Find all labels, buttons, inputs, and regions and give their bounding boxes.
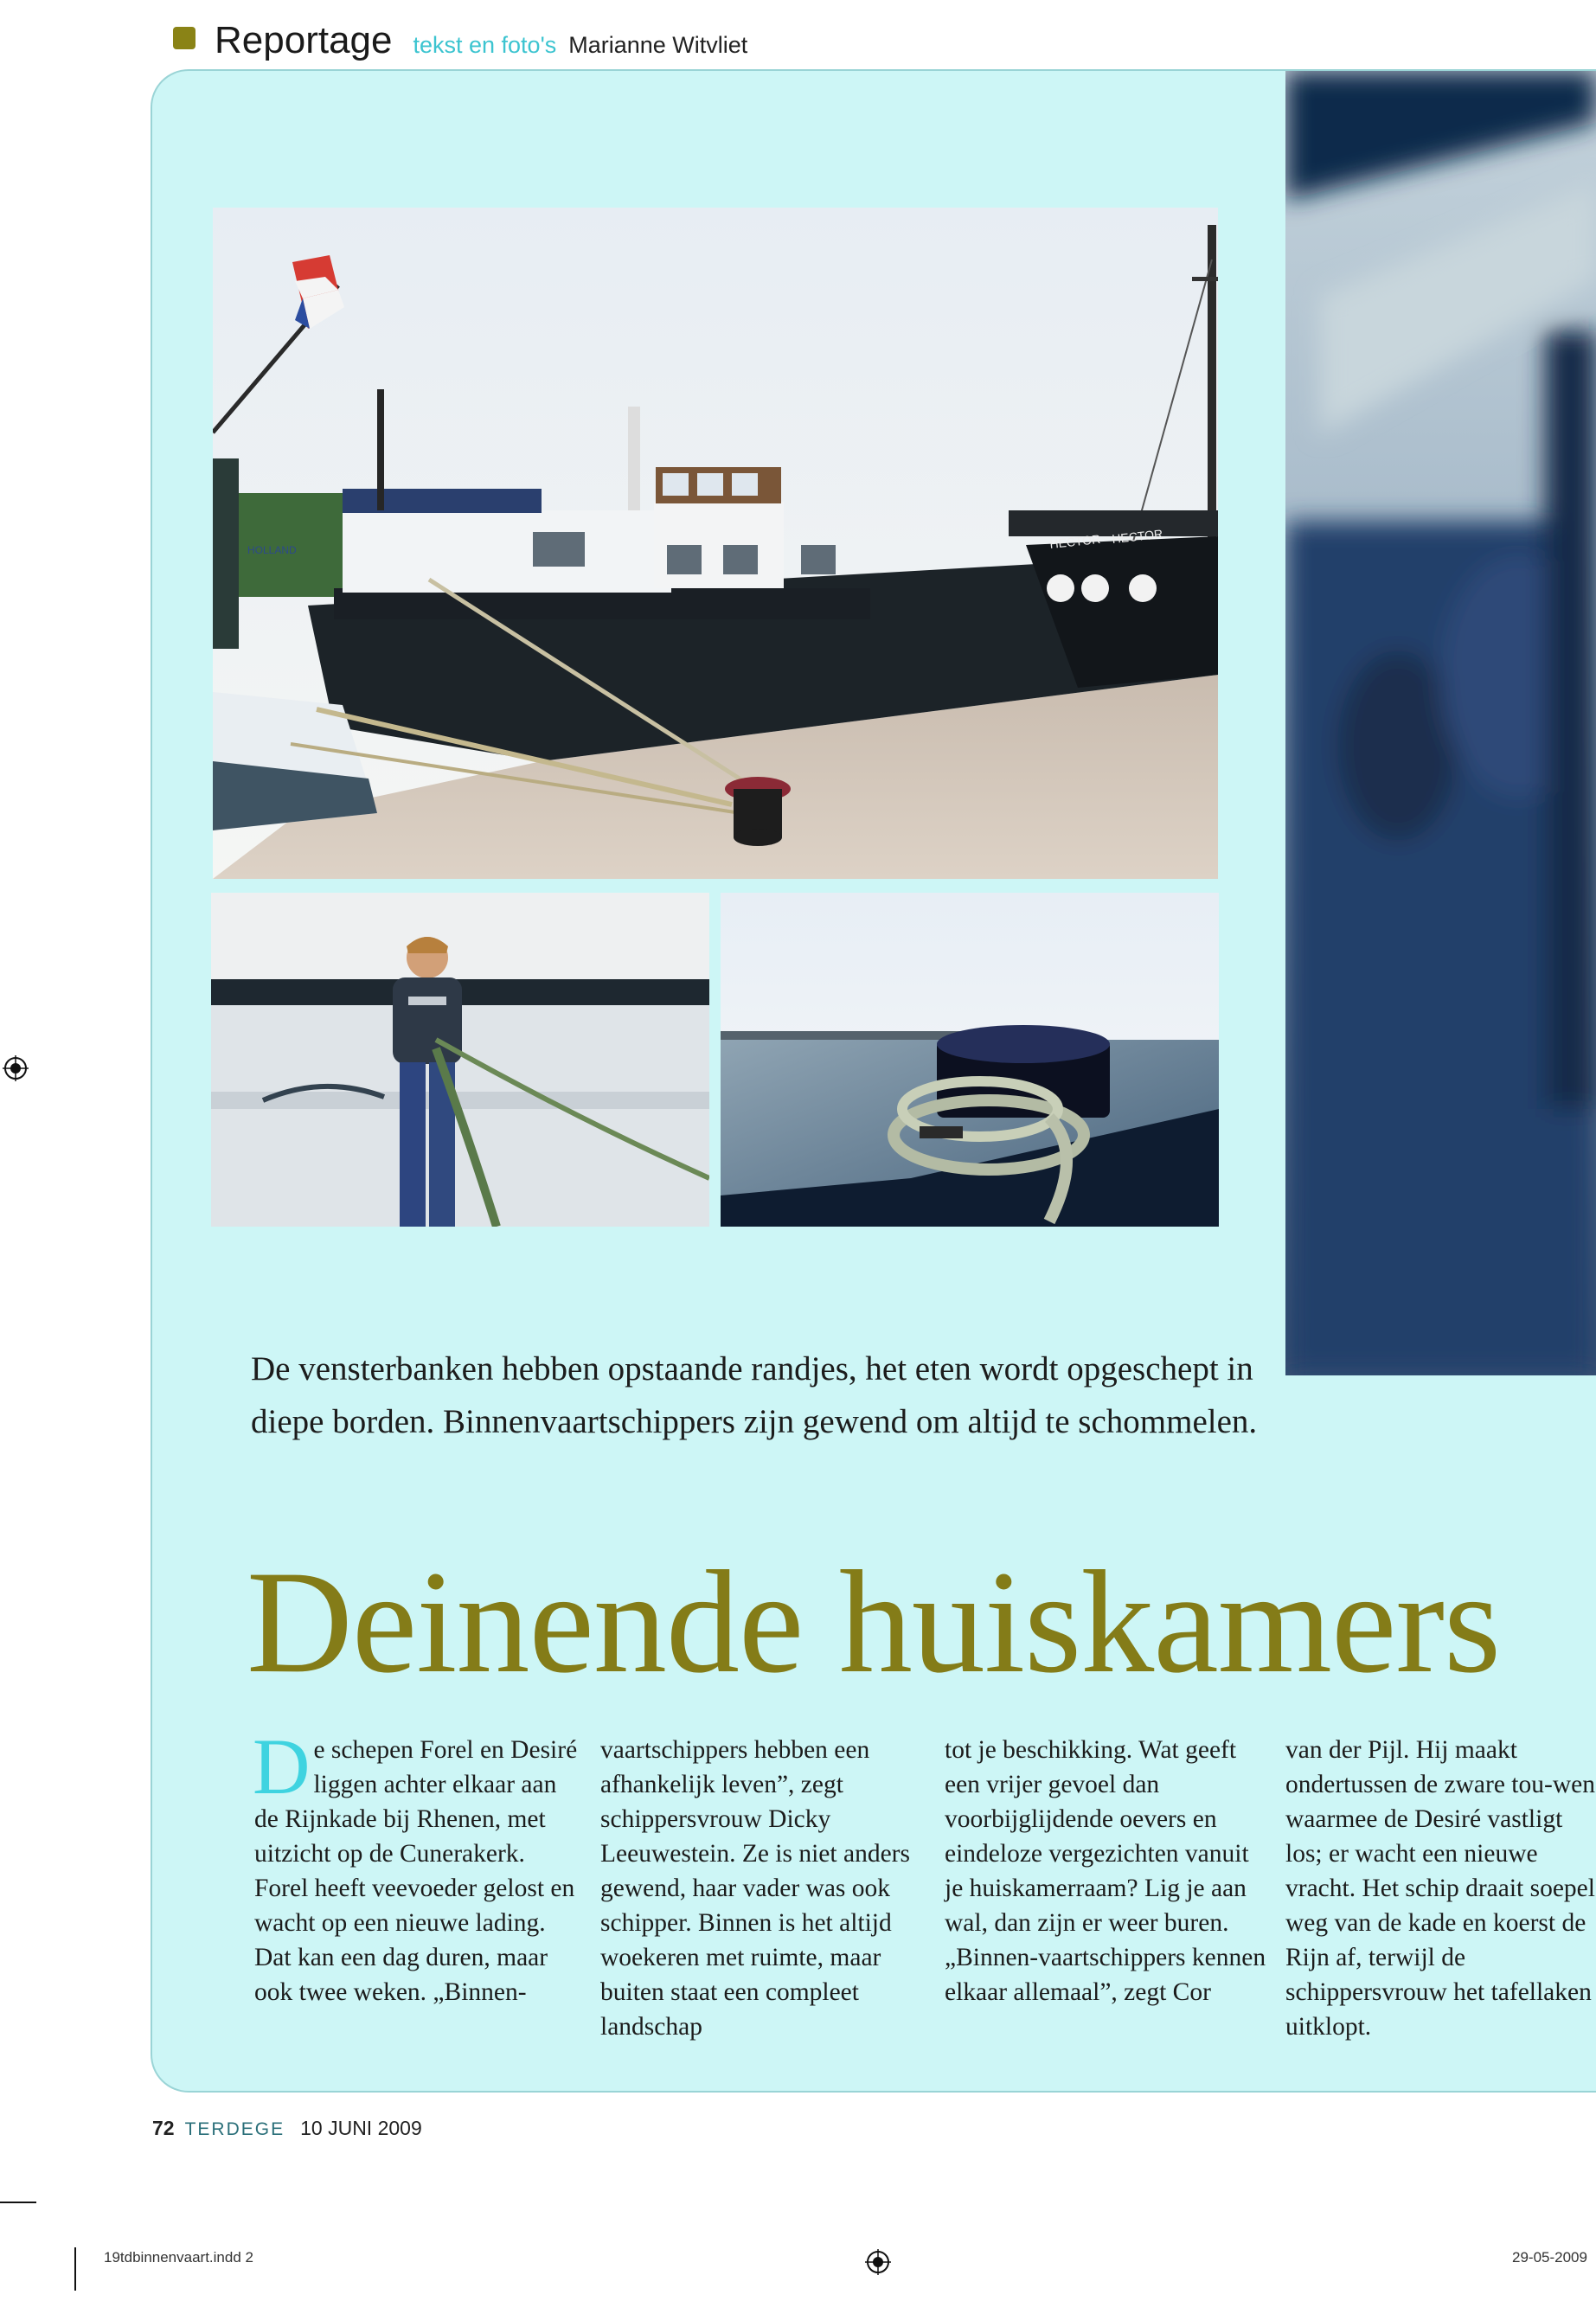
slug-file-name: 19tdbinnenvaart.indd 2 — [104, 2249, 253, 2266]
photo-credit-label: tekst en foto's — [413, 32, 557, 58]
article-headline: Deinende huiskamers — [247, 1541, 1501, 1703]
section-header — [173, 19, 747, 71]
photo-man-with-rope — [211, 893, 709, 1227]
article-lead: De vensterbanken hebben opstaande randjes, het eten wordt opgeschept in diepe borden. Binnenvaartschippers zijn gewend om altijd te schommelen. — [251, 1350, 1258, 1440]
drop-cap: D — [253, 1722, 311, 1811]
slug-date: 29-05-2009 — [1512, 2249, 1587, 2266]
page-number: 72 — [152, 2117, 175, 2139]
body-column-3: tot je beschikking. Wat geeft een vrijer gevoel dan voorbijglijdende oevers en eindeloze vergezichten vanuit je huiskamerraam? Lig je aan wal, dan zijn er weer buren. „Binnen-vaartschippers kennen elkaar allemaal”, zegt Cor — [945, 1736, 1266, 2006]
registration-mark-icon — [3, 1055, 29, 1081]
body-column-2: vaartschippers hebben een afhankelijk leven”, zegt schippersvrouw Dicky Leeuwestein. Ze is niet anders gewend, haar vader was ook schipper. Binnen is het altijd woekeren met ruimte, maar buiten staat een compleet landschap — [600, 1736, 910, 2041]
crop-mark-bottom — [74, 2247, 76, 2291]
section-marker-icon — [173, 27, 195, 49]
crop-mark-left — [0, 2202, 36, 2203]
photo-moored-barges — [213, 208, 1218, 879]
body-column-4: van der Pijl. Hij maakt ondertussen de zware tou-wen waarmee de Desiré vastligt los; er wacht een nieuwe vracht. Het schip draait soepel weg van de kade en koerst de Rijn af, terwijl de schippersvrouw het tafellaken uitklopt. — [1285, 1736, 1595, 2041]
boat-name-holland: HOLLAND — [247, 544, 297, 556]
photo-cabin-window — [1285, 71, 1596, 1375]
issue-date: 10 JUNI 2009 — [300, 2117, 422, 2139]
boat-name-hector-1: HECTOR — [1048, 531, 1101, 551]
author-name: Marianne Witvliet — [568, 32, 748, 58]
magazine-name: TERDEGE — [184, 2119, 285, 2139]
boat-name-hector-2: HECTOR — [1111, 526, 1163, 546]
page-folio — [152, 2117, 422, 2140]
photo-rope-on-bollard — [721, 893, 1219, 1227]
article-body — [0, 1722, 1596, 2044]
body-column-1 — [253, 1722, 579, 2009]
registration-mark-icon — [865, 2249, 891, 2275]
body-column-1-text: e schepen Forel en Desiré liggen achter elkaar aan de Rijnkade bij Rhenen, met uitzicht op de Cunerakerk. Forel heeft veevoeder gelost en wacht op een nieuwe lading. Dat kan een dag duren, maar ook twee weken. „Binnen- — [254, 1736, 578, 2006]
section-title: Reportage — [215, 19, 393, 61]
